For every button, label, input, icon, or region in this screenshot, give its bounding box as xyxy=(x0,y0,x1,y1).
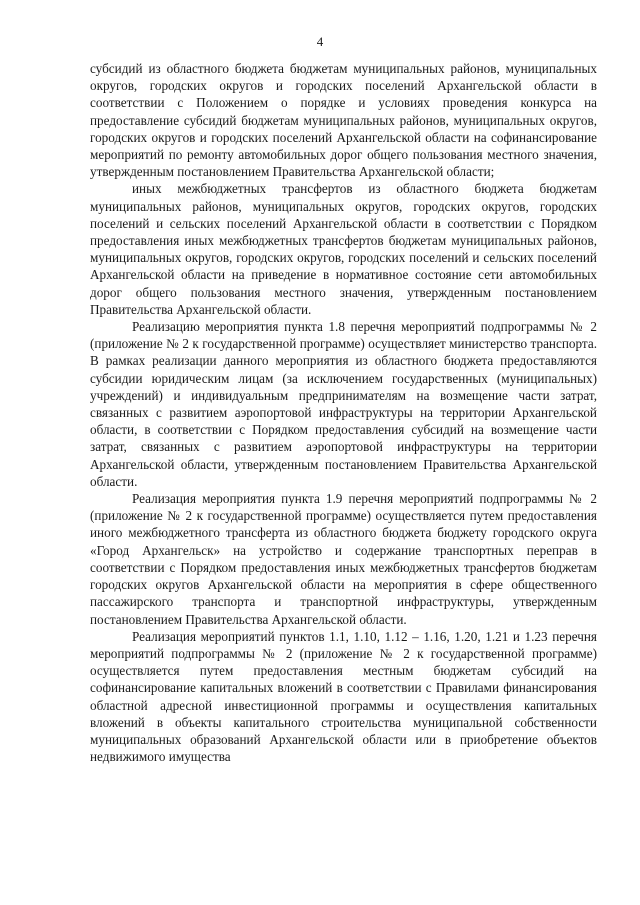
paragraph-interbudget-transfers: иных межбюджетных трансфертов из областного бюджета бюджетам муниципальных районов, муниципальных округов, городских округов, городских поселений и сельских поселений Архангельской области в соответствии с Порядком предоставления иных межбюджетных трансфертов бюджетам муниципальных районов, муниципальных округов, городских округов, городских поселений и сельских поселений Архангельской области на приведение в нормативное состояние сети автомобильных дорог общего пользования местного значения, утвержденным постановлением Правительства Архангельской области. xyxy=(90,181,597,317)
paragraph-capital-investments: Реализация мероприятий пунктов 1.1, 1.10, 1.12 – 1.16, 1.20, 1.21 и 1.23 перечня мероприятий подпрограммы № 2 (приложение № 2 к государственной программе) осуществляется путем предоставления местным бюджетам субсидий на софинансирование капитальных вложений в соответствии с Правилами финансирования областной адресной инвестиционной программы и осуществления капитальных вложений в объекты капитального строительства муниципальной собственности муниципальных образований Архангельской области или в приобретение объектов недвижимого имущества xyxy=(90,628,597,765)
page-number: 4 xyxy=(316,34,324,49)
paragraph-subsidies-road-repair: субсидий из областного бюджета бюджетам муниципальных районов, муниципальных округов, городских округов и городских поселений Архангельской области в соответствии с Положением о порядке и условиях проведения конкурса на предоставление субсидий бюджетам муниципальных районов, муниципальных округов, городских округов и городских поселений Архангельской области на софинансирование мероприятий по ремонту автомобильных дорог общего пользования местного значения, утвержденным постановлением Правительства Архангельской области; xyxy=(90,61,597,180)
paragraph-item-1-8: Реализацию мероприятия пункта 1.8 перечня мероприятий подпрограммы № 2 (приложение № 2 к государственной программе) осуществляет министерство транспорта. В рамках реализации данного мероприятия из областного бюджета предоставляются субсидии юридическим лицам (за исключением государственных (муниципальных) учреждений) и индивидуальным предпринимателям на возмещение части затрат, связанных с развитием аэропортовой инфраструктуры на территории Архангельской области, в соответствии с Порядком предоставления субсидий на возмещение части затрат, связанных с развитием аэропортовой инфраструктуры на территории Архангельской области, утвержденным постановлением Правительства Архангельской области. xyxy=(90,319,597,489)
document-body xyxy=(90,60,597,765)
paragraph-item-1-9: Реализация мероприятия пункта 1.9 перечня мероприятий подпрограммы № 2 (приложение № 2 к государственной программе) осуществляется путем предоставления иного межбюджетного трансферта из областного бюджета бюджету городского округа «Город Архангельск» на устройство и содержание транспортных переправ в соответствии с Порядком предоставления иных межбюджетных трансфертов бюджетам городских округов Архангельской области на мероприятия в сфере общественного пассажирского транспорта и транспортной инфраструктуры, утвержденным постановлением Правительства Архангельской области. xyxy=(90,491,597,627)
